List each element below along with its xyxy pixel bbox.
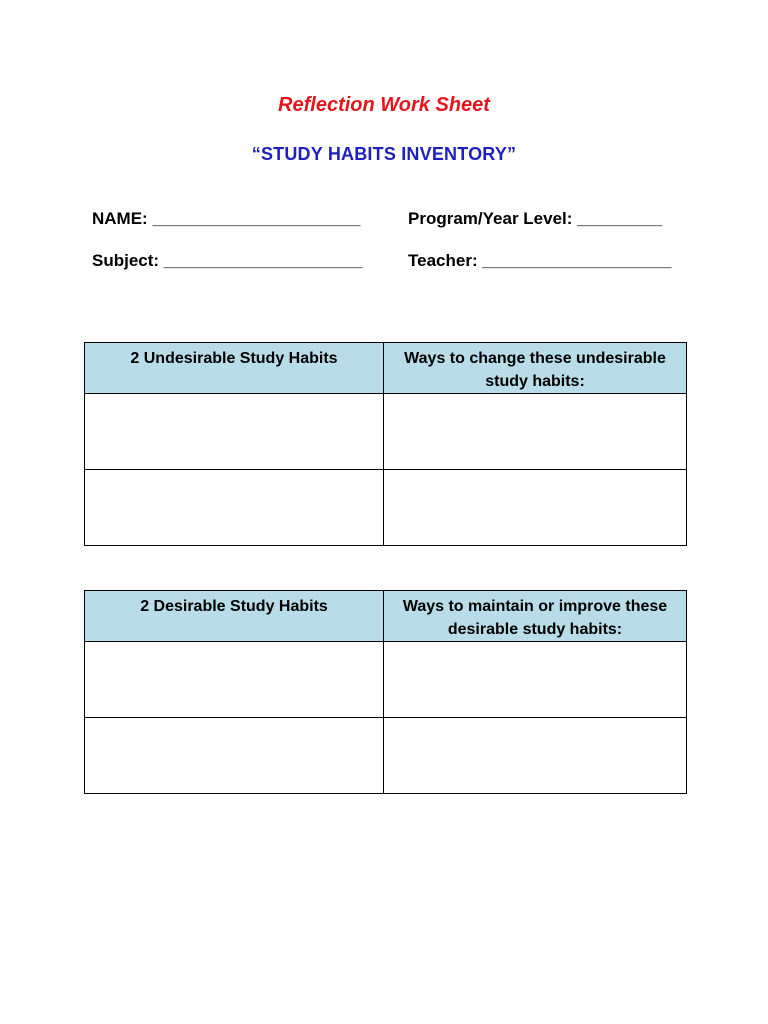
table-row bbox=[85, 394, 687, 470]
undesirable-habits-table bbox=[84, 342, 687, 546]
table-cell[interactable] bbox=[384, 718, 687, 794]
table-header-row bbox=[85, 343, 687, 394]
program-year-field: Program/Year Level: _________ bbox=[408, 209, 663, 228]
subject-field: Subject: _____________________ bbox=[92, 251, 363, 270]
teacher-field: Teacher: ____________________ bbox=[408, 251, 672, 270]
table-row bbox=[85, 718, 687, 794]
table-row bbox=[85, 642, 687, 718]
table-cell[interactable] bbox=[85, 718, 384, 794]
table-header-row bbox=[85, 591, 687, 642]
table-cell[interactable] bbox=[85, 642, 384, 718]
worksheet-subtitle: “STUDY HABITS INVENTORY” bbox=[251, 144, 517, 164]
worksheet-title: Reflection Work Sheet bbox=[278, 94, 490, 116]
maintain-habits-header: Ways to maintain or improve these desirable study habits: bbox=[384, 591, 687, 642]
desirable-habits-table bbox=[84, 590, 687, 794]
table-cell[interactable] bbox=[85, 394, 384, 470]
table-cell[interactable] bbox=[384, 642, 687, 718]
table-row bbox=[85, 470, 687, 546]
desirable-habits-header: 2 Desirable Study Habits bbox=[85, 591, 384, 642]
name-field: NAME: ______________________ bbox=[92, 209, 361, 228]
table-cell[interactable] bbox=[384, 394, 687, 470]
table-cell[interactable] bbox=[85, 470, 384, 546]
undesirable-habits-header: 2 Undesirable Study Habits bbox=[85, 343, 384, 394]
table-cell[interactable] bbox=[384, 470, 687, 546]
change-habits-header: Ways to change these undesirable study habits: bbox=[384, 343, 687, 394]
